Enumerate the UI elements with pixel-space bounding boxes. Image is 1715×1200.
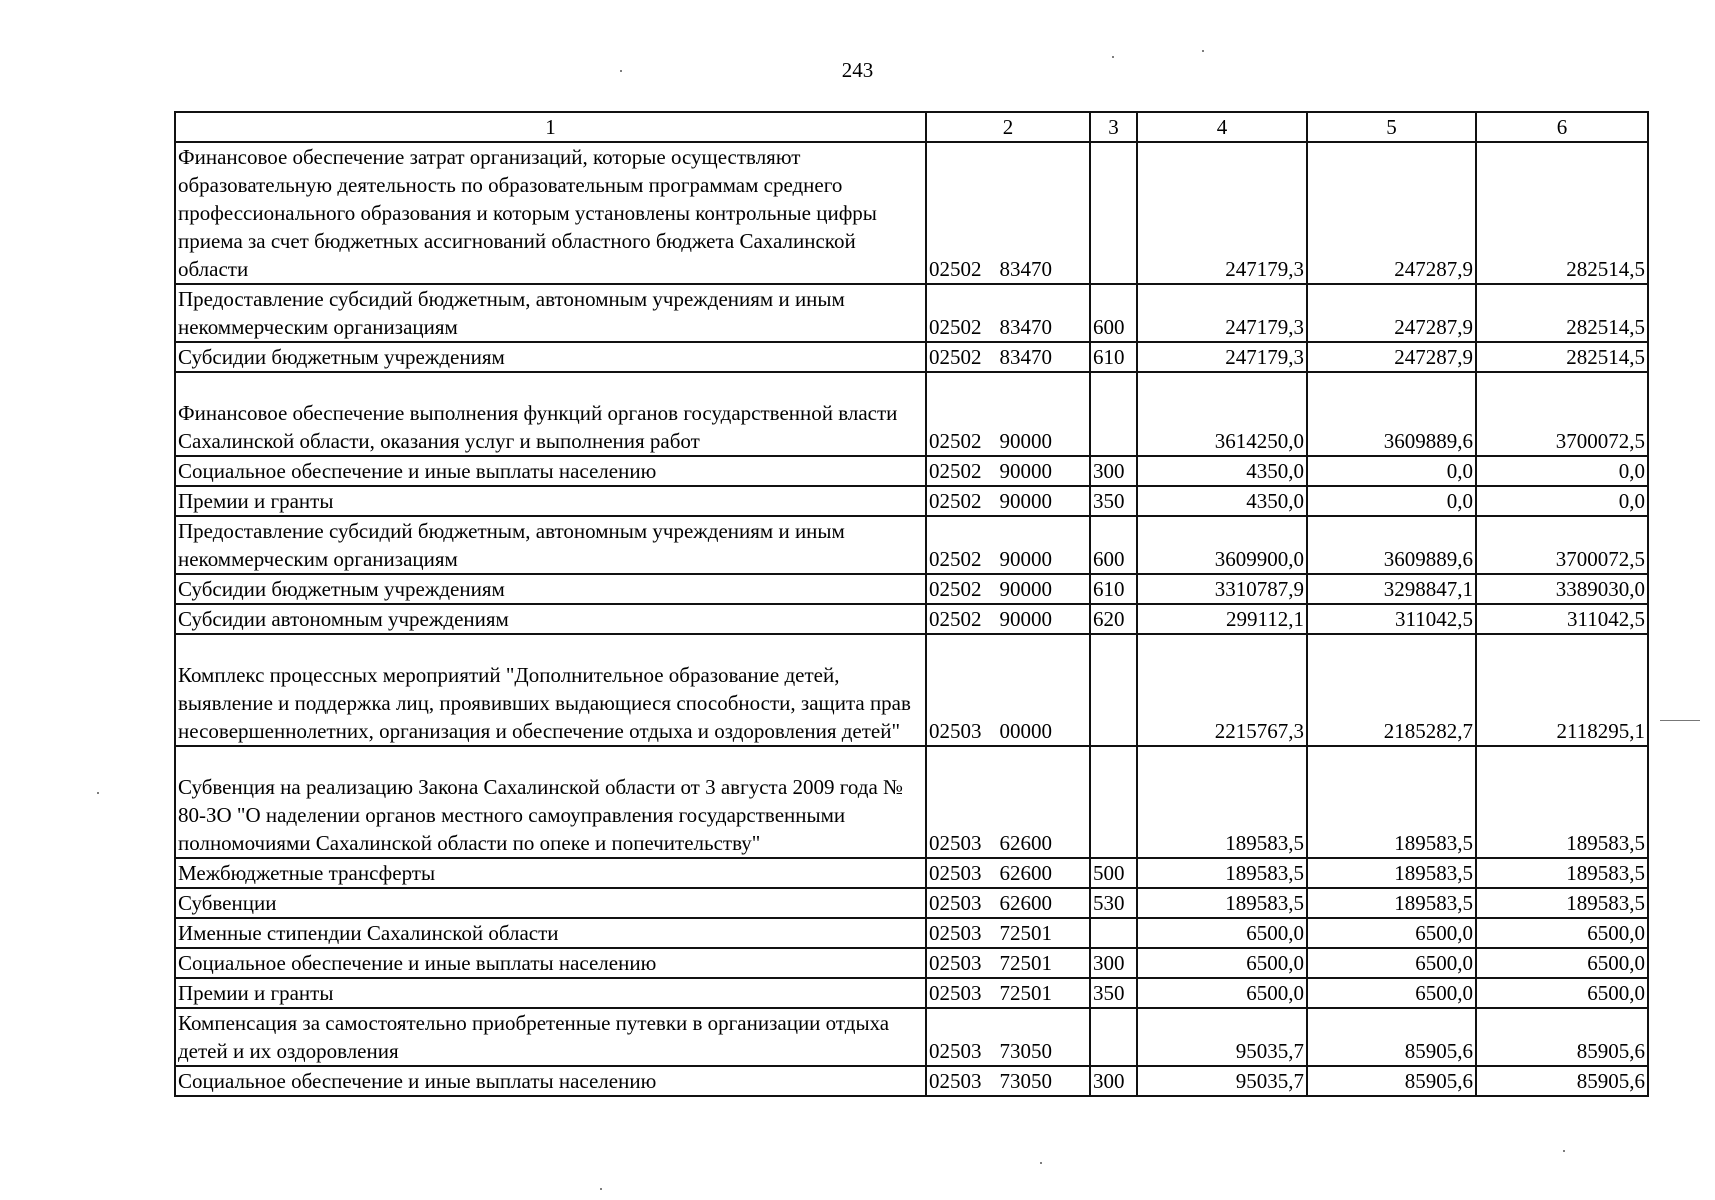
table-body (175, 142, 1648, 1096)
row-name: Именные стипендии Сахалинской области (175, 918, 926, 948)
table-row (175, 888, 1648, 918)
table-row (175, 456, 1648, 486)
row-amount-col-4: 6500,0 (1137, 918, 1307, 948)
row-amount-col-4: 189583,5 (1137, 888, 1307, 918)
header-col-5: 5 (1307, 112, 1476, 142)
scan-speck (97, 792, 99, 794)
row-program-code: 02502 (929, 315, 982, 339)
row-target-code (926, 948, 1090, 978)
row-name: Премии и гранты (175, 486, 926, 516)
scan-speck (1563, 1150, 1565, 1152)
scan-speck (1040, 1162, 1042, 1164)
row-amount-col-6: 282514,5 (1476, 284, 1648, 342)
row-name: Субвенция на реализацию Закона Сахалинской области от 3 августа 2009 года № 80-ЗО "О наделении органов местного самоуправления государственными полномочиями Сахалинской области по опеке и попечительству" (175, 746, 926, 858)
row-direction-code: 72501 (999, 951, 1052, 975)
table-row (175, 978, 1648, 1008)
row-direction-code: 90000 (999, 607, 1052, 631)
row-program-code: 02502 (929, 607, 982, 631)
row-program-code: 02503 (929, 861, 982, 885)
row-program-code: 02503 (929, 921, 982, 945)
table-row (175, 948, 1648, 978)
table-row (175, 918, 1648, 948)
row-expense-type (1090, 746, 1137, 858)
row-direction-code: 90000 (999, 489, 1052, 513)
row-name: Комплекс процессных мероприятий "Дополнительное образование детей, выявление и поддержка лиц, проявивших выдающиеся способности, защита прав несовершеннолетних, организация и обеспечение отдыха и оздоровления детей" (175, 634, 926, 746)
row-target-code (926, 858, 1090, 888)
table-row (175, 516, 1648, 574)
row-expense-type: 350 (1090, 486, 1137, 516)
row-program-code: 02503 (929, 1069, 982, 1093)
row-direction-code: 83470 (999, 315, 1052, 339)
header-col-2: 2 (926, 112, 1090, 142)
row-program-code: 02503 (929, 981, 982, 1005)
header-col-6: 6 (1476, 112, 1648, 142)
row-amount-col-5: 2185282,7 (1307, 634, 1476, 746)
row-target-code (926, 1008, 1090, 1066)
row-amount-col-5: 3609889,6 (1307, 372, 1476, 456)
row-amount-col-4: 189583,5 (1137, 746, 1307, 858)
row-amount-col-4: 6500,0 (1137, 948, 1307, 978)
row-amount-col-5: 85905,6 (1307, 1066, 1476, 1096)
row-amount-col-5: 0,0 (1307, 486, 1476, 516)
row-amount-col-4: 95035,7 (1137, 1066, 1307, 1096)
row-direction-code: 72501 (999, 921, 1052, 945)
row-target-code (926, 284, 1090, 342)
row-name: Финансовое обеспечение выполнения функций органов государственной власти Сахалинской области, оказания услуг и выполнения работ (175, 372, 926, 456)
row-direction-code: 90000 (999, 577, 1052, 601)
row-amount-col-5: 6500,0 (1307, 918, 1476, 948)
row-target-code (926, 978, 1090, 1008)
row-amount-col-4: 4350,0 (1137, 456, 1307, 486)
row-amount-col-5: 189583,5 (1307, 858, 1476, 888)
row-expense-type (1090, 918, 1137, 948)
row-name: Субсидии бюджетным учреждениям (175, 574, 926, 604)
row-program-code: 02503 (929, 891, 982, 915)
row-name: Социальное обеспечение и иные выплаты населению (175, 456, 926, 486)
row-amount-col-6: 3700072,5 (1476, 516, 1648, 574)
row-expense-type: 300 (1090, 456, 1137, 486)
row-name: Предоставление субсидий бюджетным, автономным учреждениям и иным некоммерческим организациям (175, 516, 926, 574)
row-target-code (926, 574, 1090, 604)
scan-speck (600, 1188, 602, 1190)
row-target-code (926, 918, 1090, 948)
row-amount-col-5: 3298847,1 (1307, 574, 1476, 604)
table-row (175, 634, 1648, 746)
row-target-code (926, 456, 1090, 486)
table-row (175, 284, 1648, 342)
row-expense-type: 530 (1090, 888, 1137, 918)
table-row (175, 1008, 1648, 1066)
row-expense-type (1090, 142, 1137, 284)
table-row (175, 746, 1648, 858)
row-amount-col-6: 3389030,0 (1476, 574, 1648, 604)
row-direction-code: 83470 (999, 257, 1052, 281)
table-row (175, 604, 1648, 634)
row-name: Финансовое обеспечение затрат организаций, которые осуществляют образовательную деятельность по образовательным программам среднего профессионального образования и которым установлены контрольные цифры приема за счет бюджетных ассигнований областного бюджета Сахалинской области (175, 142, 926, 284)
row-direction-code: 62600 (999, 861, 1052, 885)
row-amount-col-4: 299112,1 (1137, 604, 1307, 634)
row-target-code (926, 746, 1090, 858)
table-row (175, 858, 1648, 888)
row-amount-col-5: 6500,0 (1307, 948, 1476, 978)
row-expense-type: 610 (1090, 342, 1137, 372)
row-amount-col-6: 311042,5 (1476, 604, 1648, 634)
row-target-code (926, 888, 1090, 918)
row-name: Премии и гранты (175, 978, 926, 1008)
table-header-row (175, 112, 1648, 142)
row-amount-col-6: 85905,6 (1476, 1008, 1648, 1066)
row-direction-code: 72501 (999, 981, 1052, 1005)
row-name: Субсидии автономным учреждениям (175, 604, 926, 634)
row-amount-col-6: 282514,5 (1476, 142, 1648, 284)
row-target-code (926, 142, 1090, 284)
scan-speck (620, 70, 622, 72)
row-direction-code: 73050 (999, 1069, 1052, 1093)
row-amount-col-5: 189583,5 (1307, 888, 1476, 918)
row-amount-col-4: 95035,7 (1137, 1008, 1307, 1066)
row-amount-col-4: 247179,3 (1137, 342, 1307, 372)
row-target-code (926, 634, 1090, 746)
row-target-code (926, 516, 1090, 574)
row-amount-col-4: 3614250,0 (1137, 372, 1307, 456)
row-program-code: 02502 (929, 257, 982, 281)
row-expense-type: 620 (1090, 604, 1137, 634)
row-amount-col-4: 247179,3 (1137, 142, 1307, 284)
row-direction-code: 90000 (999, 547, 1052, 571)
row-direction-code: 62600 (999, 891, 1052, 915)
row-expense-type: 610 (1090, 574, 1137, 604)
row-name: Социальное обеспечение и иные выплаты населению (175, 948, 926, 978)
row-program-code: 02502 (929, 459, 982, 483)
table-row (175, 1066, 1648, 1096)
row-program-code: 02502 (929, 547, 982, 571)
row-amount-col-6: 3700072,5 (1476, 372, 1648, 456)
table-row (175, 372, 1648, 456)
row-amount-col-5: 3609889,6 (1307, 516, 1476, 574)
row-expense-type: 300 (1090, 1066, 1137, 1096)
row-direction-code: 90000 (999, 429, 1052, 453)
row-expense-type (1090, 1008, 1137, 1066)
row-amount-col-6: 282514,5 (1476, 342, 1648, 372)
row-amount-col-4: 189583,5 (1137, 858, 1307, 888)
row-direction-code: 90000 (999, 459, 1052, 483)
row-name: Субвенции (175, 888, 926, 918)
table-row (175, 574, 1648, 604)
row-target-code (926, 486, 1090, 516)
row-amount-col-5: 189583,5 (1307, 746, 1476, 858)
row-amount-col-6: 2118295,1 (1476, 634, 1648, 746)
row-program-code: 02503 (929, 1039, 982, 1063)
row-direction-code: 62600 (999, 831, 1052, 855)
row-amount-col-4: 4350,0 (1137, 486, 1307, 516)
row-amount-col-5: 247287,9 (1307, 284, 1476, 342)
table-row (175, 342, 1648, 372)
row-program-code: 02503 (929, 831, 982, 855)
row-amount-col-5: 311042,5 (1307, 604, 1476, 634)
row-expense-type: 600 (1090, 284, 1137, 342)
header-col-1: 1 (175, 112, 926, 142)
row-target-code (926, 604, 1090, 634)
row-amount-col-6: 0,0 (1476, 486, 1648, 516)
row-expense-type: 500 (1090, 858, 1137, 888)
row-name: Компенсация за самостоятельно приобретенные путевки в организации отдыха детей и их оздоровления (175, 1008, 926, 1066)
row-expense-type: 300 (1090, 948, 1137, 978)
row-amount-col-6: 85905,6 (1476, 1066, 1648, 1096)
scan-speck (1660, 720, 1700, 721)
row-amount-col-6: 189583,5 (1476, 858, 1648, 888)
row-expense-type (1090, 634, 1137, 746)
row-amount-col-5: 247287,9 (1307, 142, 1476, 284)
row-amount-col-4: 2215767,3 (1137, 634, 1307, 746)
row-name: Межбюджетные трансферты (175, 858, 926, 888)
header-col-3: 3 (1090, 112, 1137, 142)
row-amount-col-4: 247179,3 (1137, 284, 1307, 342)
row-amount-col-5: 0,0 (1307, 456, 1476, 486)
row-amount-col-5: 85905,6 (1307, 1008, 1476, 1066)
row-amount-col-4: 6500,0 (1137, 978, 1307, 1008)
scan-speck (1202, 50, 1204, 52)
row-program-code: 02502 (929, 577, 982, 601)
row-direction-code: 83470 (999, 345, 1052, 369)
row-amount-col-6: 189583,5 (1476, 888, 1648, 918)
row-amount-col-5: 6500,0 (1307, 978, 1476, 1008)
row-program-code: 02502 (929, 429, 982, 453)
header-col-4: 4 (1137, 112, 1307, 142)
row-amount-col-6: 6500,0 (1476, 918, 1648, 948)
row-expense-type: 600 (1090, 516, 1137, 574)
row-amount-col-6: 6500,0 (1476, 978, 1648, 1008)
row-target-code (926, 1066, 1090, 1096)
row-name: Субсидии бюджетным учреждениям (175, 342, 926, 372)
row-amount-col-6: 0,0 (1476, 456, 1648, 486)
row-target-code (926, 372, 1090, 456)
row-amount-col-6: 6500,0 (1476, 948, 1648, 978)
row-direction-code: 00000 (999, 719, 1052, 743)
row-target-code (926, 342, 1090, 372)
scan-speck (1112, 56, 1114, 58)
row-amount-col-4: 3609900,0 (1137, 516, 1307, 574)
row-program-code: 02503 (929, 719, 982, 743)
table-row (175, 486, 1648, 516)
table-row (175, 142, 1648, 284)
row-name: Предоставление субсидий бюджетным, автономным учреждениям и иным некоммерческим организациям (175, 284, 926, 342)
row-expense-type (1090, 372, 1137, 456)
row-amount-col-5: 247287,9 (1307, 342, 1476, 372)
row-amount-col-4: 3310787,9 (1137, 574, 1307, 604)
row-program-code: 02503 (929, 951, 982, 975)
row-program-code: 02502 (929, 345, 982, 369)
row-amount-col-6: 189583,5 (1476, 746, 1648, 858)
row-program-code: 02502 (929, 489, 982, 513)
page-number: 243 (841, 58, 874, 82)
row-expense-type: 350 (1090, 978, 1137, 1008)
row-direction-code: 73050 (999, 1039, 1052, 1063)
budget-table (174, 111, 1649, 1097)
row-name: Социальное обеспечение и иные выплаты населению (175, 1066, 926, 1096)
